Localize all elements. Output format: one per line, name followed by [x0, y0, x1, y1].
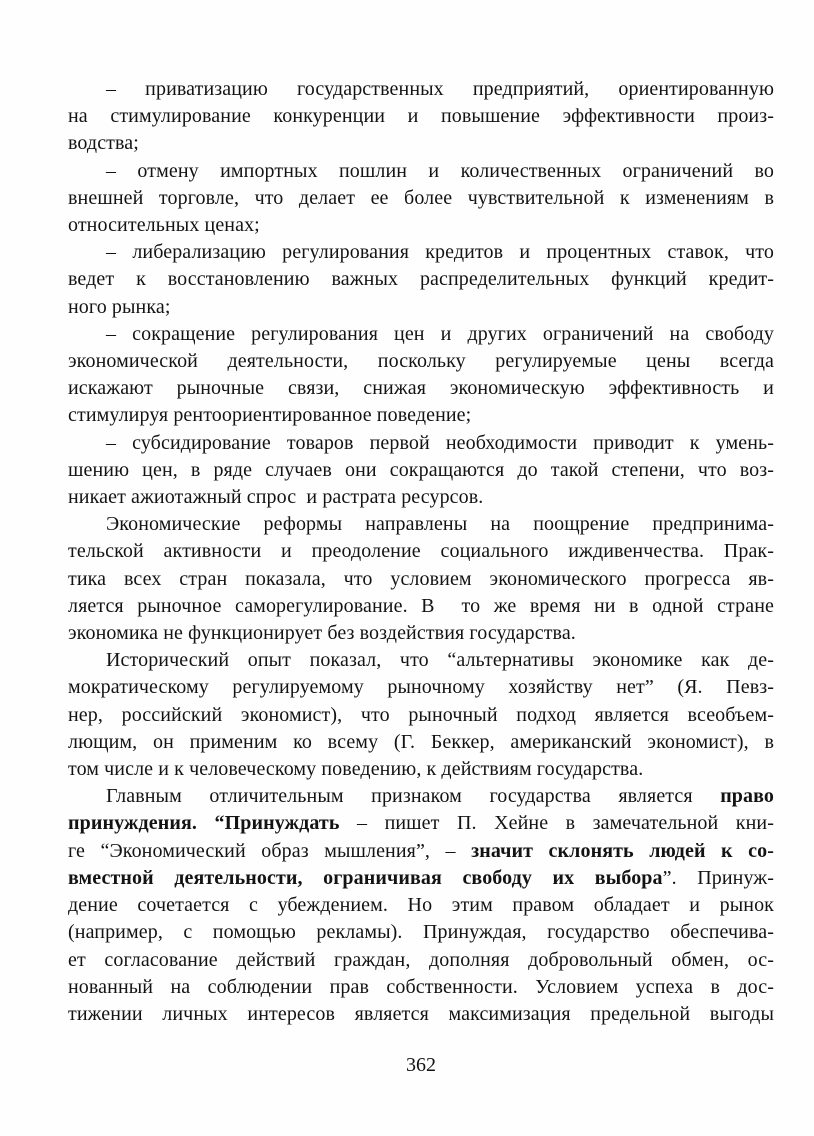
text-line — [68, 158, 774, 185]
text-line — [68, 430, 774, 457]
text-line — [68, 212, 774, 239]
bold-text-segment: вместной деятельности, ограничивая свободу их выбора — [68, 866, 663, 889]
text-line — [68, 756, 774, 783]
text-segment: – либерализацию регулирования кредитов и процентных ставок, что — [106, 241, 774, 264]
text-segment: дение сочетается с убеждением. Но этим правом обладает и рынок — [68, 894, 774, 917]
text-line — [68, 294, 774, 321]
text-segment: – сокращение регулирования цен и других ограничений на свободу — [106, 322, 774, 345]
text-segment: Главным отличительным признаком государства является — [106, 785, 721, 808]
text-segment: Исторический опыт показал, что “альтернативы экономике как де- — [106, 649, 774, 672]
text-segment: тика всех стран показала, что условием экономического прогресса яв- — [68, 567, 774, 590]
text-segment: ведет к восстановлению важных распределительных функций кредит- — [68, 268, 774, 291]
bold-text-segment: право — [720, 785, 774, 808]
text-line — [68, 103, 774, 130]
text-segment: – субсидирование товаров первой необходимости приводит к умень- — [106, 431, 774, 454]
text-line — [68, 185, 774, 212]
text-segment: лющим, он применим ко всему (Г. Беккер, американский экономист), в — [68, 730, 774, 753]
paragraph — [68, 76, 774, 158]
text-line — [68, 838, 774, 865]
text-segment: шению цен, в ряде случаев они сокращаются до такой степени, что воз- — [68, 458, 774, 481]
text-line — [68, 810, 774, 837]
text-line — [68, 674, 774, 701]
text-segment: – приватизацию государственных предприятий, ориентированную — [106, 78, 774, 100]
text-line — [68, 566, 774, 593]
text-segment: искажают рыночные связи, снижая экономическую эффективность и — [68, 377, 774, 400]
text-segment: нованный на соблюдении прав собственности. Условием успеха в дос- — [68, 975, 774, 998]
text-line — [68, 620, 774, 647]
page-text — [68, 76, 774, 1028]
text-line — [68, 947, 774, 974]
text-line — [68, 266, 774, 293]
text-line — [68, 865, 774, 892]
text-segment: ного рынка; — [68, 295, 171, 318]
paragraph — [68, 158, 774, 240]
paragraph — [68, 321, 774, 430]
text-line — [68, 457, 774, 484]
text-segment: ет согласование действий граждан, дополняя добровольный обмен, ос- — [68, 948, 774, 971]
text-line — [68, 702, 774, 729]
text-segment: тельской активности и преодоление социального иждивенчества. Прак- — [68, 540, 774, 563]
text-segment: (например, с помощью рекламы). Принуждая, государство обеспечива- — [68, 921, 774, 944]
text-line — [68, 375, 774, 402]
text-line — [68, 76, 774, 103]
text-segment: экономика не функционирует без воздействия государства. — [68, 622, 576, 645]
text-line — [68, 321, 774, 348]
bold-text-segment: принуждения. “Принуждать — [68, 812, 340, 835]
text-line — [68, 783, 774, 810]
paragraph — [68, 647, 774, 783]
text-line — [68, 647, 774, 674]
text-segment: нер, российский экономист), что рыночный подход является всеобъем- — [68, 703, 774, 726]
text-line — [68, 511, 774, 538]
paragraph — [68, 239, 774, 321]
paragraph — [68, 511, 774, 647]
text-line — [68, 892, 774, 919]
text-segment: – отмену импортных пошлин и количественных ограничений во — [106, 159, 774, 182]
text-segment: никает ажиотажный спрос и растрата ресурсов. — [68, 486, 484, 509]
paragraph — [68, 783, 774, 1028]
page-number: 362 — [406, 1054, 436, 1076]
text-line — [68, 1001, 774, 1028]
text-segment: – пишет П. Хейне в замечательной кни- — [339, 812, 774, 835]
text-line — [68, 919, 774, 946]
text-line — [68, 593, 774, 620]
text-segment: том числе и к человеческому поведению, к действиям государства. — [68, 758, 644, 781]
text-line — [68, 484, 774, 511]
text-line — [68, 402, 774, 429]
text-segment: мократическому регулируемому рыночному хозяйству нет” (Я. Певз- — [68, 676, 774, 699]
text-segment: стимулируя рентоориентированное поведение; — [68, 404, 472, 427]
text-line — [68, 239, 774, 266]
text-segment: ляется рыночное саморегулирование. В то же время ни в одной стране — [68, 594, 774, 617]
text-segment: ”. Принуж- — [662, 866, 774, 889]
text-line — [68, 130, 774, 157]
text-segment: на стимулирование конкуренции и повышение эффективности произ- — [68, 105, 774, 128]
text-segment: Экономические реформы направлены на поощрение предпринима- — [106, 513, 774, 536]
text-segment: внешней торговле, что делает ее более чувствительной к изменениям в — [68, 186, 774, 209]
text-segment: водства; — [68, 132, 139, 155]
bold-text-segment: значит склонять людей к со- — [471, 839, 774, 862]
text-segment: экономической деятельности, поскольку регулируемые цены всегда — [68, 350, 774, 373]
text-segment: тижении личных интересов является максимизация предельной выгоды — [68, 1002, 774, 1025]
text-line — [68, 348, 774, 375]
text-line — [68, 538, 774, 565]
text-segment: относительных ценах; — [68, 214, 260, 237]
text-line — [68, 729, 774, 756]
paragraph — [68, 430, 774, 512]
text-line — [68, 974, 774, 1001]
text-segment: ге “Экономический образ мышления”, – — [68, 839, 472, 862]
